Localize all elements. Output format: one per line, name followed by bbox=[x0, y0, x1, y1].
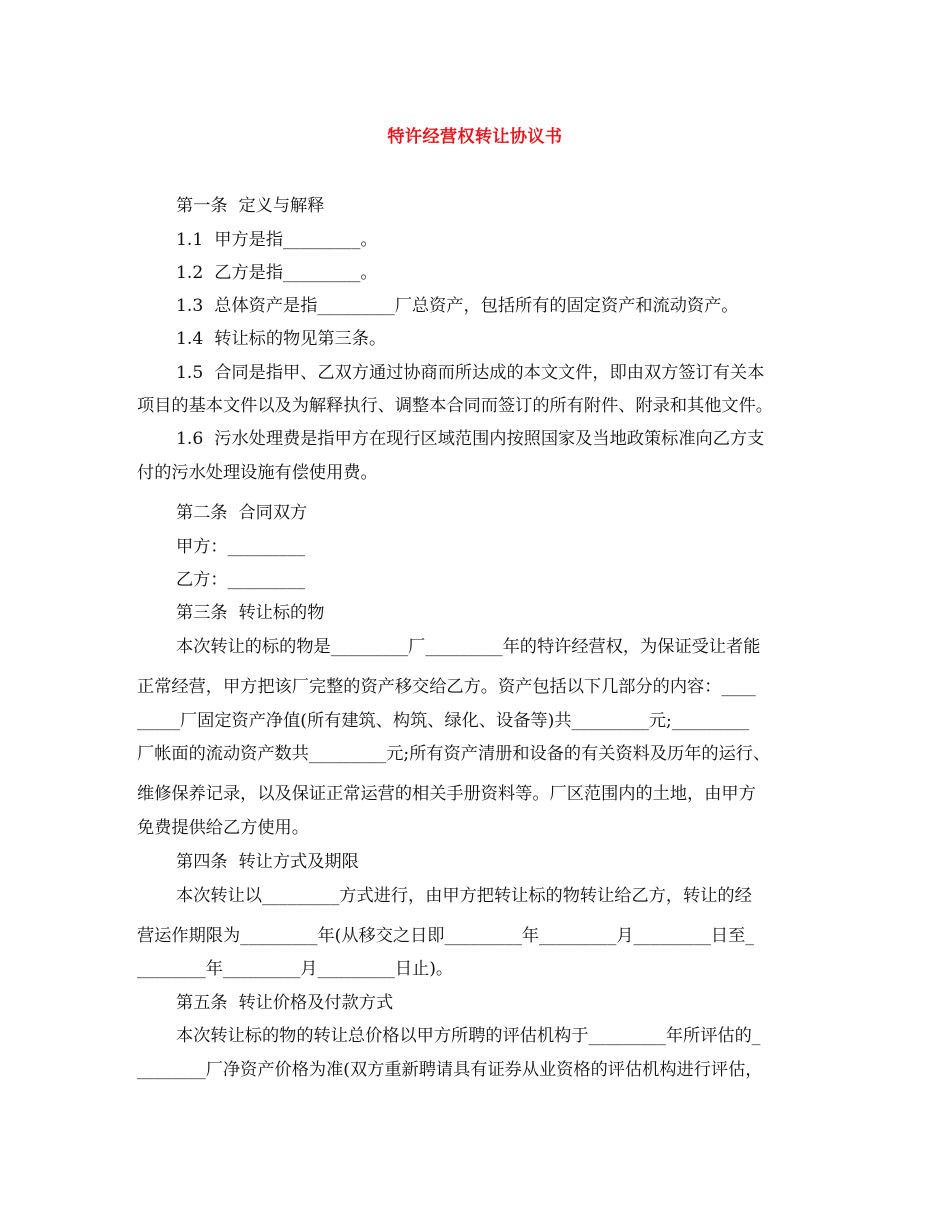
article-3-para-line: 免费提供给乙方使用。 bbox=[137, 818, 309, 838]
article-4-para-line: 本次转让以_________方式进行，由甲方把转让标的物转让给乙方，转让的经 bbox=[176, 886, 752, 906]
article-4-para-line: 营运作期限为_________年(从移交之日即_________年_________月_________日至_ bbox=[137, 926, 754, 946]
party-a-line: 甲方：_________ bbox=[176, 537, 305, 557]
article-3-para-line: 厂帐面的流动资产数共_________元;所有资产清册和设备的有关资料及历年的运行、 bbox=[137, 744, 771, 764]
article-4-para-line: ________年_________月_________日止)。 bbox=[137, 959, 454, 979]
clause-1-5-cont: 项目的基本文件以及为解释执行、调整本合同而签订的所有附件、附录和其他文件。 bbox=[137, 396, 773, 416]
clause-1-4: 1.4 转让标的物见第三条。 bbox=[176, 329, 387, 349]
article-5-heading: 第五条 转让价格及付款方式 bbox=[176, 993, 394, 1013]
clause-1-6-cont: 付的污水处理设施有偿使用费。 bbox=[137, 463, 378, 483]
article-3-para-line: _____厂固定资产净值(所有建筑、构筑、绿化、设备等)共_________元;_________ bbox=[137, 711, 750, 731]
article-5-para-line: ________厂净资产价格为准(双方重新聘请具有证券从业资格的评估机构进行评估， bbox=[137, 1060, 763, 1080]
article-4-heading: 第四条 转让方式及期限 bbox=[176, 852, 359, 872]
clause-1-6: 1.6 污水处理费是指甲方在现行区域范围内按照国家及当地政策标准向乙方支 bbox=[176, 429, 765, 449]
document-title: 特许经营权转让协议书 bbox=[387, 127, 563, 147]
article-3-para-line: 本次转让的标的物是_________厂_________年的特许经营权，为保证受让者能 bbox=[176, 637, 761, 657]
article-3-heading: 第三条 转让标的物 bbox=[176, 603, 325, 623]
article-5-para-line: 本次转让标的物的转让总价格以甲方所聘的评估机构于_________年所评估的_ bbox=[176, 1026, 761, 1046]
article-3-para-line: 正常经营，甲方把该厂完整的资产移交给乙方。资产包括以下几部分的内容：____ bbox=[137, 677, 756, 697]
clause-1-5: 1.5 合同是指甲、乙双方通过协商而所达成的本文文件，即由双方签订有关本 bbox=[176, 363, 765, 383]
party-b-line: 乙方：_________ bbox=[176, 570, 305, 590]
article-2-heading: 第二条 合同双方 bbox=[176, 503, 308, 523]
article-1-heading: 第一条 定义与解释 bbox=[176, 196, 325, 216]
clause-1-2: 1.2 乙方是指_________。 bbox=[176, 263, 378, 283]
clause-1-1: 1.1 甲方是指_________。 bbox=[176, 230, 378, 250]
clause-1-3: 1.3 总体资产是指_________厂总资产，包括所有的固定资产和流动资产。 bbox=[176, 296, 739, 316]
article-3-para-line: 维修保养记录，以及保证正常运营的相关手册资料等。厂区范围内的土地，由甲方 bbox=[137, 784, 756, 804]
